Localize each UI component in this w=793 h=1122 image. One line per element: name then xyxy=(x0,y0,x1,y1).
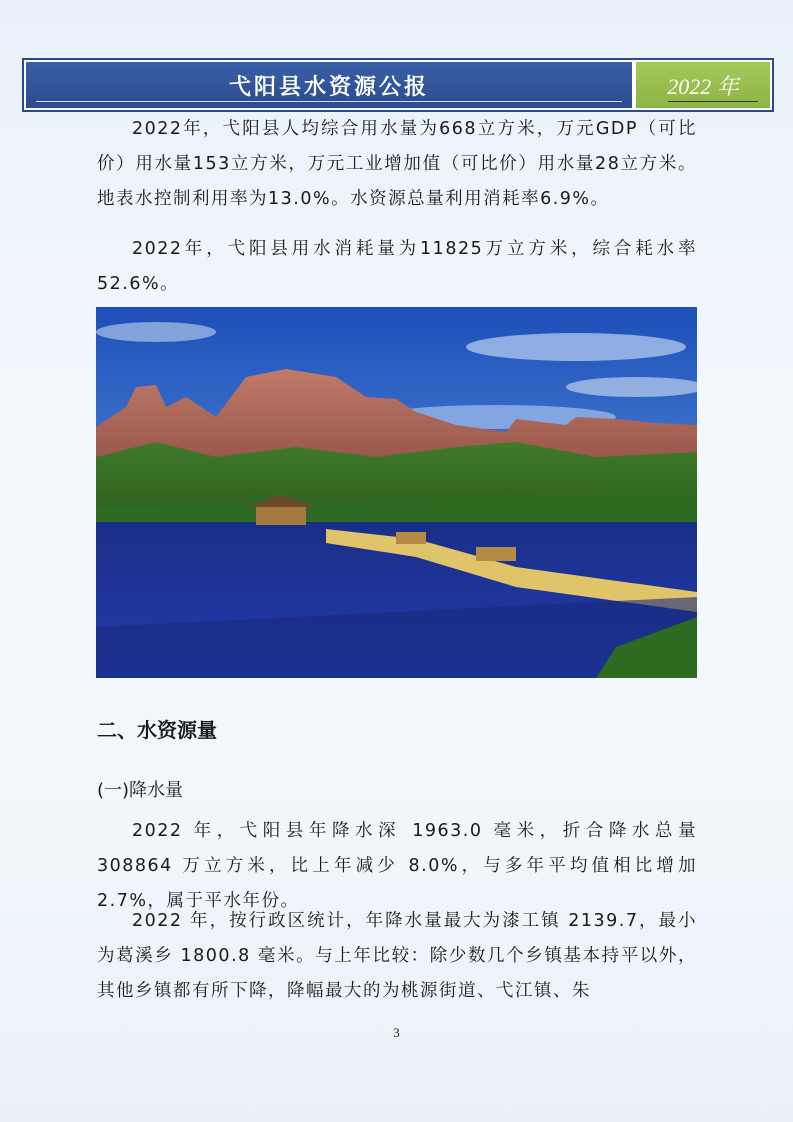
report-header xyxy=(22,58,774,112)
page-number: 3 xyxy=(393,1025,400,1040)
section-subheading: (一)降水量 xyxy=(97,780,184,801)
report-year: 2022 年 xyxy=(667,74,739,99)
landscape-photo xyxy=(96,307,697,678)
intro-paragraph-2: 2022年，弋阳县用水消耗量为11825万立方米，综合耗水率52.6%。 xyxy=(97,239,697,294)
intro-paragraph-1: 2022年，弋阳县人均综合用水量为668立方米，万元GDP（可比价）用水量153立方米，万元工业增加值（可比价）用水量28立方米。地表水控制利用率为13.0%。水资源总量利用消耗率6.9%。 xyxy=(97,119,697,209)
report-title: 弋阳县水资源公报 xyxy=(228,74,429,100)
title-underline xyxy=(36,101,622,102)
section-paragraph-2: 2022 年，按行政区统计，年降水量最大为漆工镇 2139.7，最小为葛溪乡 1800.8 毫米。与上年比较：除少数几个乡镇基本持平以外，其他乡镇都有所下降，降幅最大的为桃源街道、弋江镇、朱 xyxy=(97,911,697,1001)
header-title-band xyxy=(26,62,632,108)
section-paragraph-1: 2022 年，弋阳县年降水深 1963.0 毫米，折合降水总量 308864 万立方米，比上年减少 8.0%，与多年平均值相比增加 2.7%，属于平水年份。 xyxy=(97,821,697,911)
header-year-band xyxy=(636,62,770,108)
section-heading: 二、水资源量 xyxy=(97,718,217,742)
year-underline xyxy=(668,101,758,102)
